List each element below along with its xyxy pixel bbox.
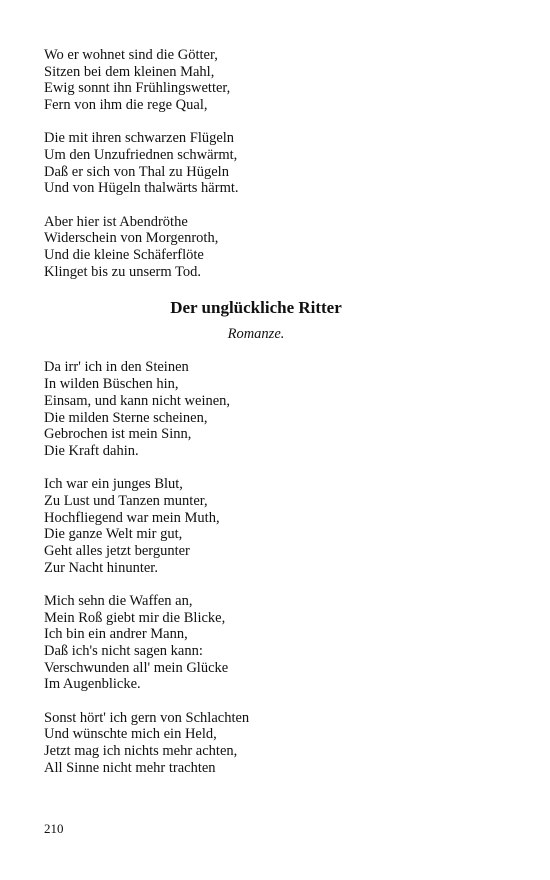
poem1-stanza-1 bbox=[44, 47, 514, 114]
verse-line: Die ganze Welt mir gut, bbox=[44, 526, 183, 543]
verse-line: All Sinne nicht mehr trachten bbox=[44, 759, 216, 776]
verse-line: Daß ich's nicht sagen kann: bbox=[44, 642, 203, 659]
verse-line: Um den Unzufriednen schwärmt, bbox=[44, 147, 238, 164]
verse-line: Sonst hört' ich gern von Schlachten bbox=[44, 709, 250, 726]
verse-line: Einsam, und kann nicht weinen, bbox=[44, 392, 231, 409]
page-number: 210 bbox=[44, 821, 64, 836]
poem1-stanza-2 bbox=[44, 130, 514, 197]
verse-line: Ich bin ein andrer Mann, bbox=[44, 626, 188, 643]
verse-line: Geht alles jetzt bergunter bbox=[44, 542, 190, 559]
verse-line: Daß er sich von Thal zu Hügeln bbox=[44, 163, 229, 180]
verse-line: Widerschein von Morgenroth, bbox=[44, 230, 219, 247]
verse-line: Gebrochen ist mein Sinn, bbox=[44, 426, 192, 443]
verse-line: Verschwunden all' mein Glücke bbox=[44, 659, 229, 676]
poem2-stanza-4 bbox=[44, 710, 514, 777]
verse-line: In wilden Büschen hin, bbox=[44, 376, 179, 393]
verse-line: Fern von ihm die rege Qual, bbox=[44, 97, 208, 114]
verse-line: Wo er wohnet sind die Götter, bbox=[44, 47, 218, 63]
verse-line: Jetzt mag ich nichts mehr achten, bbox=[44, 743, 238, 759]
verse-line: Sitzen bei dem kleinen Mahl, bbox=[44, 63, 215, 80]
verse-line: Klinget bis zu unserm Tod. bbox=[44, 263, 201, 280]
poem2-stanza-2 bbox=[44, 476, 514, 576]
verse-line: Die milden Sterne scheinen, bbox=[44, 409, 208, 426]
verse-line: Zur Nacht hinunter. bbox=[44, 559, 158, 576]
poem-subtitle: Romanze. bbox=[227, 326, 285, 343]
verse-line: Zu Lust und Tanzen munter, bbox=[44, 492, 208, 509]
verse-line: Da irr' ich in den Steinen bbox=[44, 359, 189, 376]
verse-line: Und von Hügeln thalwärts härmt. bbox=[44, 180, 239, 197]
verse-line: Aber hier ist Abendröthe bbox=[44, 213, 188, 230]
poem-title: Der unglückliche Ritter bbox=[170, 298, 342, 318]
verse-line: Ewig sonnt ihn Frühlingswetter, bbox=[44, 80, 231, 97]
verse-line: Die mit ihren schwarzen Flügeln bbox=[44, 130, 235, 147]
poem2-stanza-1 bbox=[44, 359, 514, 459]
verse-line: Mich sehn die Waffen an, bbox=[44, 592, 193, 609]
verse-line: Ich war ein junges Blut, bbox=[44, 476, 183, 493]
verse-line: Hochfliegend war mein Muth, bbox=[44, 509, 220, 526]
verse-line: Im Augenblicke. bbox=[44, 676, 141, 693]
poem2-stanza-3 bbox=[44, 593, 514, 693]
poem1-stanza-3 bbox=[44, 214, 514, 281]
verse-line: Die Kraft dahin. bbox=[44, 442, 139, 459]
verse-line: Und wünschte mich ein Held, bbox=[44, 726, 217, 743]
verse-line: Und die kleine Schäferflöte bbox=[44, 247, 204, 264]
page-text-block bbox=[44, 47, 514, 793]
verse-line: Mein Roß giebt mir die Blicke, bbox=[44, 609, 226, 626]
